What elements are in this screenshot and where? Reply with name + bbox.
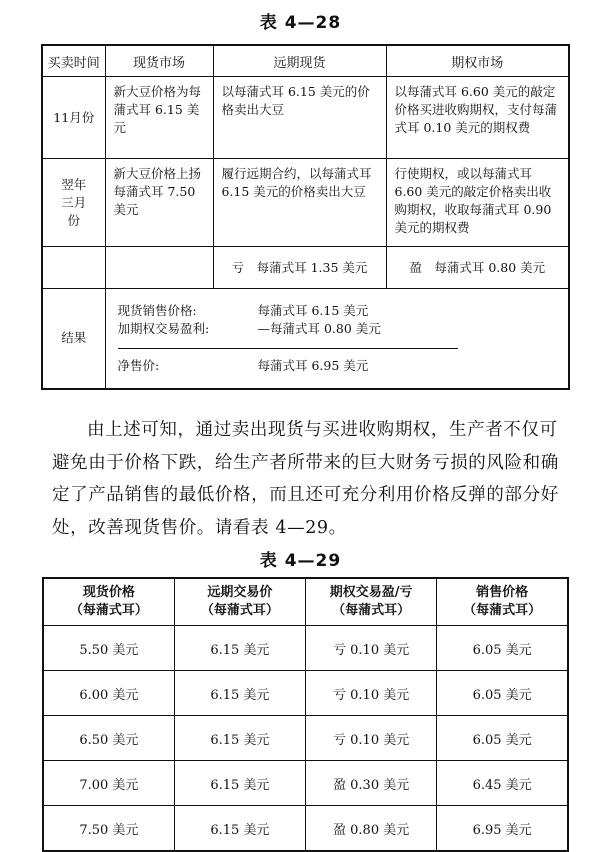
table-28-row-pl bbox=[42, 247, 569, 289]
table-cell: 亏 0.10 美元 bbox=[306, 671, 437, 716]
table-cell: 6.05 美元 bbox=[437, 716, 568, 761]
forward-cell: 履行远期合约，以每蒲式耳 6.15 美元的价格卖出大豆 bbox=[213, 159, 386, 247]
table-cell: 6.50 美元 bbox=[43, 716, 174, 761]
table-cell: 6.15 美元 bbox=[174, 626, 305, 671]
table-row bbox=[43, 761, 568, 806]
table-cell: 7.00 美元 bbox=[43, 761, 174, 806]
table-28-row-nov bbox=[42, 77, 569, 159]
table-cell: 6.15 美元 bbox=[174, 806, 305, 852]
header-spot-price: 现货价格 （每蒲式耳） bbox=[43, 578, 174, 626]
table-28 bbox=[41, 44, 570, 390]
table-cell: 盈 0.30 美元 bbox=[306, 761, 437, 806]
result-net-line: 净售价: 每蒲式耳 6.95 美元 bbox=[117, 357, 369, 373]
table-28-header-row bbox=[42, 45, 569, 77]
table-row bbox=[43, 671, 568, 716]
time-cell: 翌年三月份 bbox=[42, 159, 105, 247]
header-option-market: 期权市场 bbox=[386, 45, 569, 77]
header-sale-price: 销售价格 （每蒲式耳） bbox=[437, 578, 568, 626]
header-time: 买卖时间 bbox=[42, 45, 105, 77]
table-cell: 亏 0.10 美元 bbox=[306, 716, 437, 761]
table-cell: 6.15 美元 bbox=[174, 671, 305, 716]
option-cell: 行使期权，或以每蒲式耳 6.60 美元的敲定价格卖出收购期权，收取每蒲式耳 0.90 美元的期权费 bbox=[386, 159, 569, 247]
forward-loss-cell: 亏 每蒲式耳 1.35 美元 bbox=[213, 247, 386, 289]
result-divider bbox=[118, 348, 458, 349]
table-cell: 6.00 美元 bbox=[43, 671, 174, 716]
table-29-caption: 表 4—29 bbox=[259, 551, 342, 571]
time-cell: 11月份 bbox=[42, 77, 105, 159]
empty-cell bbox=[42, 247, 105, 289]
spot-cell: 新大豆价格为每蒲式耳 6.15 美元 bbox=[105, 77, 213, 159]
table-29 bbox=[42, 577, 569, 852]
header-forward-price: 远期交易价 （每蒲式耳） bbox=[174, 578, 305, 626]
table-cell: 6.05 美元 bbox=[437, 626, 568, 671]
result-option-line: 加期权交易盈利: —每蒲式耳 0.80 美元 bbox=[117, 320, 381, 336]
body-paragraph: 由上述可知，通过卖出现货与买进收购期权，生产者不仅可避免由于价格下跌，给生产者所带来的巨大财务亏损的风险和确定了产品销售的最低价格，而且还可充分利用价格反弹的部分好处，改善现货售价。请看表 4—29。 bbox=[52, 420, 559, 538]
table-cell: 盈 0.80 美元 bbox=[306, 806, 437, 852]
header-forward: 远期现货 bbox=[213, 45, 386, 77]
spot-cell: 新大豆价格上扬每蒲式耳 7.50 美元 bbox=[105, 159, 213, 247]
table-row bbox=[43, 716, 568, 761]
table-cell: 6.45 美元 bbox=[437, 761, 568, 806]
table-cell: 5.50 美元 bbox=[43, 626, 174, 671]
table-row bbox=[43, 626, 568, 671]
table-cell: 6.15 美元 bbox=[174, 761, 305, 806]
table-cell: 6.95 美元 bbox=[437, 806, 568, 852]
header-option-pl: 期权交易盈/亏 （每蒲式耳） bbox=[306, 578, 437, 626]
result-spot-line: 现货销售价格: 每蒲式耳 6.15 美元 bbox=[117, 302, 369, 318]
option-cell: 以每蒲式耳 6.60 美元的敲定价格买进收购期权，支付每蒲式耳 0.10 美元的期权费 bbox=[386, 77, 569, 159]
table-cell: 7.50 美元 bbox=[43, 806, 174, 852]
table-cell: 6.15 美元 bbox=[174, 716, 305, 761]
table-cell: 亏 0.10 美元 bbox=[306, 626, 437, 671]
table-28-row-march bbox=[42, 159, 569, 247]
result-cell bbox=[105, 289, 569, 389]
table-29-header-row bbox=[43, 578, 568, 626]
table-row bbox=[43, 806, 568, 852]
table-cell: 6.05 美元 bbox=[437, 671, 568, 716]
forward-cell: 以每蒲式耳 6.15 美元的价格卖出大豆 bbox=[213, 77, 386, 159]
table-28-result-row bbox=[42, 289, 569, 389]
header-spot-market: 现货市场 bbox=[105, 45, 213, 77]
option-gain-cell: 盈 每蒲式耳 0.80 美元 bbox=[386, 247, 569, 289]
table-28-caption: 表 4—28 bbox=[259, 13, 342, 33]
empty-cell bbox=[105, 247, 213, 289]
result-label: 结果 bbox=[42, 289, 105, 389]
